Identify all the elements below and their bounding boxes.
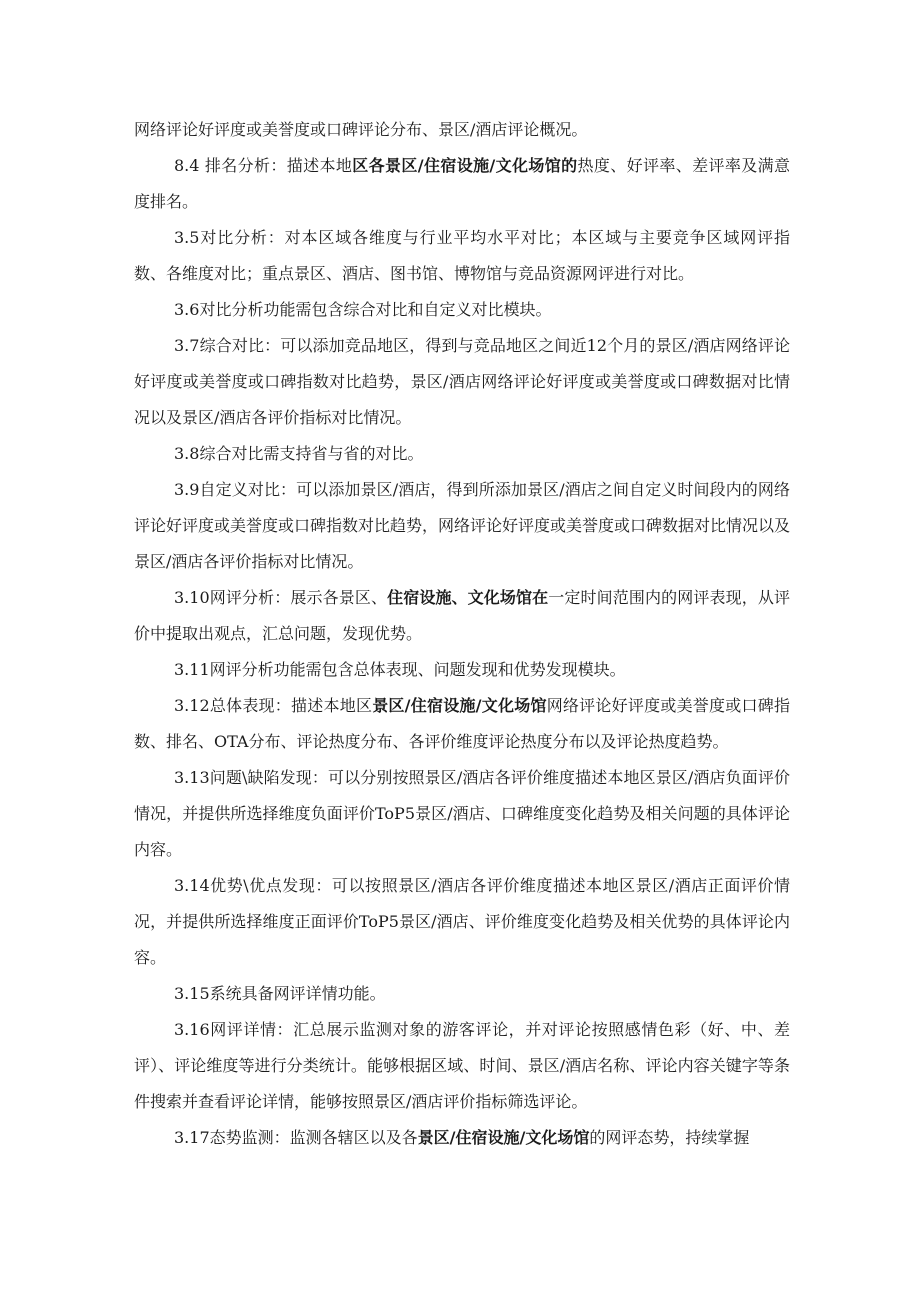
paragraph-text: 网络评论好评度或美誉度或口碑指数、排名、OTA分布、评论热度分布、各评价维度评论热度分布以及评论热度趋势。 xyxy=(134,696,790,751)
paragraph-text: 3.5对比分析：对本区域各维度与行业平均水平对比；本区域与主要竞争区域网评指数、各维度对比；重点景区、酒店、图书馆、博物馆与竞品资源网评进行对比。 xyxy=(134,228,790,283)
paragraph-text: 3.7综合对比：可以添加竞品地区，得到与竞品地区之间近12个月的景区/酒店网络评论好评度或美誉度或口碑指数对比趋势，景区/酒店网络评论好评度或美誉度或口碑数据对比情况以及景区/酒店各评价指标对比情况。 xyxy=(134,336,790,427)
paragraph-3-14-advantage-discovery xyxy=(134,868,790,976)
paragraph-text: 3.17态势监测：监测各辖区以及各 xyxy=(174,1128,418,1147)
paragraph-text: 3.6对比分析功能需包含综合对比和自定义对比模块。 xyxy=(174,300,552,319)
paragraph-8-4-ranking-analysis xyxy=(134,148,790,220)
paragraph-3-15-review-details-function xyxy=(134,976,790,1012)
paragraph-3-16-review-details xyxy=(134,1012,790,1120)
paragraph-3-12-overall-performance xyxy=(134,688,790,760)
paragraph-text: 3.16网评详情：汇总展示监测对象的游客评论，并对评论按照感情色彩（好、中、差评）、评论维度等进行分类统计。能够根据区域、时间、景区/酒店名称、评论内容关键字等条件搜索并查看评论详情，能够按照景区/酒店评价指标筛选评论。 xyxy=(134,1020,790,1111)
paragraph-text: 3.8综合对比需支持省与省的对比。 xyxy=(174,444,424,463)
paragraph-text: 8.4 排名分析：描述本地 xyxy=(174,156,353,175)
paragraph-text: 热度、好评率、差评率及满意度排名。 xyxy=(134,156,790,211)
paragraph-3-13-problem-discovery xyxy=(134,760,790,868)
paragraph-3-9-custom-comparison xyxy=(134,472,790,580)
paragraph-text: 3.13问题\缺陷发现：可以分别按照景区/酒店各评价维度描述本地区景区/酒店负面评价情况，并提供所选择维度负面评价ToP5景区/酒店、口碑维度变化趋势及相关问题的具体评论内容。 xyxy=(134,768,790,859)
paragraph-3-7-comprehensive-comparison xyxy=(134,328,790,436)
paragraph-text: 网络评论好评度或美誉度或口碑评论分布、景区/酒店评论概况。 xyxy=(134,120,588,139)
document-page xyxy=(134,112,790,1156)
paragraph-text: 3.10网评分析：展示各景区、 xyxy=(174,588,388,607)
paragraph-bold-text: 景区/住宿设施/文化场馆 xyxy=(417,1128,590,1147)
paragraph-3-11-review-modules xyxy=(134,652,790,688)
paragraph-3-10-review-analysis xyxy=(134,580,790,652)
paragraph-3-6-comparison-modules xyxy=(134,292,790,328)
paragraph-text: 的网评态势，持续掌握 xyxy=(589,1128,750,1147)
paragraph-text: 3.15系统具备网评详情功能。 xyxy=(174,984,386,1003)
paragraph-text: 3.14优势\优点发现：可以按照景区/酒店各评价维度描述本地区景区/酒店正面评价情况，并提供所选择维度正面评价ToP5景区/酒店、评价维度变化趋势及相关优势的具体评论内容。 xyxy=(134,876,790,967)
paragraph-3-17-situation-monitoring xyxy=(134,1120,790,1156)
paragraph-bold-text: 景区/住宿设施/文化场馆 xyxy=(372,696,547,715)
paragraph-text: 3.11网评分析功能需包含总体表现、问题发现和优势发现模块。 xyxy=(174,660,626,679)
paragraph-text: 一定时间范围内的网评表现，从评价中提取出观点，汇总问题，发现优势。 xyxy=(134,588,790,643)
paragraph-text: 3.12总体表现：描述本地区 xyxy=(174,696,373,715)
paragraph-text: 3.9自定义对比：可以添加景区/酒店，得到所添加景区/酒店之间自定义时间段内的网络评论好评度或美誉度或口碑指数对比趋势，网络评论好评度或美誉度或口碑数据对比情况以及景区/酒店各评价指标对比情况。 xyxy=(134,480,791,571)
paragraph-intro xyxy=(134,112,790,148)
paragraph-3-8-province-comparison xyxy=(134,436,790,472)
paragraph-bold-text: 区各景区/住宿设施/文化场馆的 xyxy=(352,156,578,175)
paragraph-bold-text: 住宿设施、文化场馆在 xyxy=(387,588,549,607)
paragraph-3-5-comparison-analysis xyxy=(134,220,790,292)
